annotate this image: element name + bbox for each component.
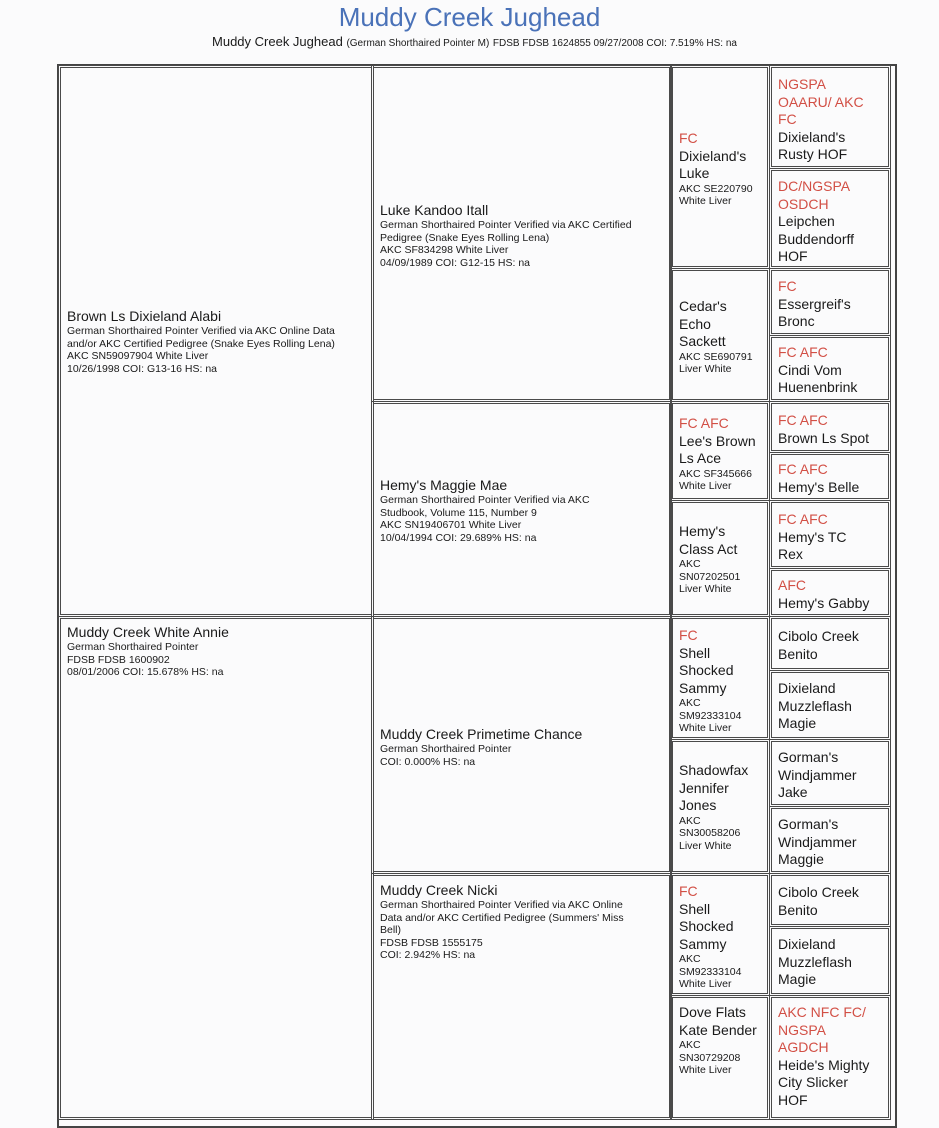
gen4-name: Cindi Vom bbox=[778, 361, 842, 378]
gen3-name: Kate Bender bbox=[679, 1021, 757, 1038]
gen3-name: Shocked bbox=[679, 662, 734, 678]
gen4-name: Dixieland's bbox=[778, 128, 846, 145]
gen4-title: FC bbox=[778, 111, 797, 127]
gen4-name: HOF bbox=[778, 1091, 808, 1108]
gen3-title: FC AFC bbox=[679, 415, 729, 431]
gen3-name: Shocked bbox=[679, 918, 734, 934]
gen4-name: Jake bbox=[778, 784, 808, 800]
gen4-title: FC AFC bbox=[778, 412, 828, 428]
subject-breed: (German Shorthaired Pointer M) bbox=[346, 38, 490, 49]
gen2-detail: Bell) bbox=[380, 924, 402, 936]
gen4-name: Windjammer bbox=[778, 833, 857, 850]
gen4-box bbox=[771, 270, 889, 334]
dam-name: Muddy Creek White Annie bbox=[67, 624, 229, 640]
gen3-detail: SM92333104 bbox=[679, 965, 742, 978]
gen4-name: Dixieland bbox=[778, 680, 836, 696]
gen2-detail: German Shorthaired Pointer Verified via AKC Online bbox=[380, 899, 623, 911]
gen4-name: Cibolo Creek bbox=[778, 628, 859, 644]
gen4-box bbox=[771, 67, 889, 167]
gen4-name: Magie bbox=[778, 971, 817, 987]
gen2-detail: 04/09/1989 COI: G12-15 HS: na bbox=[380, 256, 531, 269]
gen3-name: Shell bbox=[679, 644, 711, 661]
page-title: Muddy Creek Jughead bbox=[338, 2, 601, 32]
gen3-detail: AKC bbox=[679, 1039, 701, 1051]
gen4-name: Essergreif's bbox=[778, 295, 851, 312]
gen2-box bbox=[373, 67, 670, 400]
gen2-detail: German Shorthaired Pointer Verified via AKC Certified bbox=[380, 219, 632, 231]
gen4-box bbox=[771, 403, 889, 451]
gen3-name: Shell bbox=[679, 900, 711, 917]
gen3-box bbox=[672, 875, 768, 994]
gen4-box bbox=[771, 928, 889, 994]
gen4-name: Buddendorff bbox=[778, 230, 855, 247]
gen4-name: Gorman's bbox=[778, 816, 839, 832]
gen4-name: Windjammer bbox=[778, 766, 857, 783]
gen4-name: Rusty HOF bbox=[778, 146, 848, 162]
subject-summary bbox=[0, 34, 939, 49]
gen4-box bbox=[771, 875, 889, 925]
gen4-box bbox=[771, 502, 889, 567]
gen2-detail: FDSB FDSB 1555175 bbox=[380, 936, 483, 949]
gen2-detail: German Shorthaired Pointer bbox=[380, 743, 512, 755]
gen3-detail: Liver White bbox=[679, 583, 732, 595]
gen4-title: NGSPA bbox=[778, 76, 826, 92]
sire-detail: German Shorthaired Pointer Verified via AKC Online Data bbox=[67, 325, 335, 337]
gen3-box bbox=[672, 741, 768, 872]
gen4-box bbox=[771, 808, 889, 872]
gen3-detail: SN30058206 bbox=[679, 827, 741, 839]
gen4-name: Benito bbox=[778, 901, 818, 918]
gen4-name: Rex bbox=[778, 546, 803, 562]
gen3-box bbox=[672, 67, 768, 267]
gen3-name: Sammy bbox=[679, 935, 727, 952]
gen4-box bbox=[771, 672, 889, 738]
gen3-name: Lee's Brown bbox=[679, 432, 756, 449]
gen2-detail: COI: 0.000% HS: na bbox=[380, 755, 476, 768]
gen3-detail: SN30729208 bbox=[679, 1051, 741, 1064]
sire-box bbox=[60, 67, 372, 615]
gen4-name: Leipchen bbox=[778, 213, 835, 229]
gen4-title: FC AFC bbox=[778, 461, 828, 477]
gen4-name: Heide's Mighty bbox=[778, 1056, 870, 1073]
gen4-box bbox=[771, 618, 889, 669]
gen3-detail: AKC bbox=[679, 697, 701, 709]
gen2-detail: 10/04/1994 COI: 29.689% HS: na bbox=[380, 531, 537, 544]
gen4-name: Magie bbox=[778, 715, 817, 731]
gen3-detail: White Liver bbox=[679, 978, 732, 990]
gen4-name: Gorman's bbox=[778, 749, 839, 765]
gen2-detail: Studbook, Volume 115, Number 9 bbox=[380, 506, 537, 519]
sire-detail: and/or AKC Certified Pedigree (Snake Eyes Rolling Lena) bbox=[67, 337, 335, 350]
gen4-title: OSDCH bbox=[778, 195, 829, 212]
gen3-detail: Liver White bbox=[679, 839, 732, 852]
gen4-name: HOF bbox=[778, 248, 808, 264]
gen3-detail: AKC SF345666 bbox=[679, 467, 752, 480]
gen3-detail: AKC bbox=[679, 558, 701, 570]
gen2-box bbox=[373, 875, 670, 1118]
gen3-name: Luke bbox=[679, 165, 710, 181]
gen4-title: AGDCH bbox=[778, 1039, 829, 1055]
gen4-name: Huenenbrink bbox=[778, 379, 858, 395]
gen2-name: Hemy's Maggie Mae bbox=[380, 477, 508, 493]
gen4-name: Hemy's TC bbox=[778, 528, 847, 545]
gen4-box bbox=[771, 570, 889, 615]
dam-detail: 08/01/2006 COI: 15.678% HS: na bbox=[67, 666, 224, 678]
gen4-box bbox=[771, 170, 889, 267]
subject-info: FDSB FDSB 1624855 09/27/2008 COI: 7.519% HS: na bbox=[492, 38, 737, 49]
gen3-title: FC bbox=[679, 627, 698, 643]
sire-detail: 10/26/1998 COI: G13-16 HS: na bbox=[67, 362, 218, 375]
gen4-title: DC/NGSPA bbox=[778, 178, 851, 194]
gen4-name: Muzzleflash bbox=[778, 953, 852, 970]
gen4-name: Hemy's Gabby bbox=[778, 594, 870, 611]
gen3-name: Jennifer bbox=[679, 779, 729, 796]
gen3-detail: Liver White bbox=[679, 363, 732, 375]
gen3-detail: AKC SE690791 bbox=[679, 350, 753, 363]
gen4-title: NGSPA bbox=[778, 1021, 826, 1038]
gen2-box bbox=[373, 618, 670, 872]
gen4-title: AFC bbox=[778, 577, 806, 593]
gen3-name: Dove Flats bbox=[679, 1004, 746, 1020]
gen4-box bbox=[771, 337, 889, 400]
gen3-box bbox=[672, 997, 768, 1118]
gen2-name: Luke Kandoo Itall bbox=[380, 202, 489, 218]
gen4-name: Hemy's Belle bbox=[778, 478, 860, 495]
sire-detail: AKC SN59097904 White Liver bbox=[67, 350, 209, 362]
gen2-name: Muddy Creek Primetime Chance bbox=[380, 726, 583, 742]
gen4-title: FC AFC bbox=[778, 511, 828, 527]
gen3-detail: SN07202501 bbox=[679, 570, 741, 583]
gen3-name: Shadowfax bbox=[679, 762, 749, 778]
gen3-detail: White Liver bbox=[679, 195, 732, 207]
gen3-name: Jones bbox=[679, 797, 717, 813]
dam-box bbox=[60, 618, 372, 1118]
gen3-box bbox=[672, 403, 768, 499]
gen3-name: Class Act bbox=[679, 540, 738, 557]
gen4-box bbox=[771, 454, 889, 499]
gen3-detail: White Liver bbox=[679, 722, 732, 734]
gen3-name: Echo bbox=[679, 315, 711, 332]
gen2-detail: Pedigree (Snake Eyes Rolling Lena) bbox=[380, 231, 550, 244]
gen4-name: City Slicker bbox=[778, 1074, 849, 1090]
gen4-name: Muzzleflash bbox=[778, 697, 852, 714]
gen2-detail: AKC SF834298 White Liver bbox=[380, 244, 509, 256]
gen3-box bbox=[672, 502, 768, 615]
gen4-name: Maggie bbox=[778, 851, 824, 867]
gen2-box bbox=[373, 403, 670, 615]
gen3-name: Sammy bbox=[679, 679, 727, 696]
gen4-name: Cibolo Creek bbox=[778, 884, 859, 900]
gen3-detail: AKC SE220790 bbox=[679, 182, 753, 195]
gen4-title: FC bbox=[778, 278, 797, 294]
gen3-detail: SM92333104 bbox=[679, 709, 742, 722]
subject-name: Muddy Creek Jughead bbox=[212, 34, 343, 49]
gen3-name: Sackett bbox=[679, 333, 726, 349]
gen2-detail: Data and/or AKC Certified Pedigree (Summers' Miss bbox=[380, 911, 624, 924]
gen4-title: AKC NFC FC/ bbox=[778, 1004, 866, 1020]
gen3-detail: White Liver bbox=[679, 480, 732, 492]
dam-detail: FDSB FDSB 1600902 bbox=[67, 653, 170, 666]
gen4-name: Dixieland bbox=[778, 936, 836, 952]
gen3-detail: White Liver bbox=[679, 1064, 732, 1076]
gen4-name: Bronc bbox=[778, 313, 815, 329]
sire-name: Brown Ls Dixieland Alabi bbox=[67, 308, 222, 324]
gen4-box bbox=[771, 997, 889, 1118]
gen2-detail: COI: 2.942% HS: na bbox=[380, 949, 476, 961]
gen3-detail: AKC bbox=[679, 814, 701, 827]
gen3-title: FC bbox=[679, 130, 698, 146]
gen4-name: Brown Ls Spot bbox=[778, 429, 870, 446]
gen3-name: Ls Ace bbox=[679, 450, 722, 466]
gen3-detail: AKC bbox=[679, 953, 701, 965]
gen3-name: Cedar's bbox=[679, 298, 727, 314]
gen4-title: FC AFC bbox=[778, 344, 828, 360]
gen2-detail: AKC SN19406701 White Liver bbox=[380, 519, 522, 531]
gen2-name: Muddy Creek Nicki bbox=[380, 882, 498, 898]
gen3-name: Dixieland's bbox=[679, 147, 747, 164]
gen3-title: FC bbox=[679, 883, 698, 899]
gen3-box bbox=[672, 618, 768, 738]
gen4-title: OAARU/ AKC bbox=[778, 93, 864, 110]
gen3-name: Hemy's bbox=[679, 523, 726, 539]
gen4-name: Benito bbox=[778, 645, 818, 662]
dam-detail: German Shorthaired Pointer bbox=[67, 641, 199, 653]
gen3-box bbox=[672, 270, 768, 400]
gen4-box bbox=[771, 741, 889, 805]
gen2-detail: German Shorthaired Pointer Verified via AKC bbox=[380, 494, 590, 506]
